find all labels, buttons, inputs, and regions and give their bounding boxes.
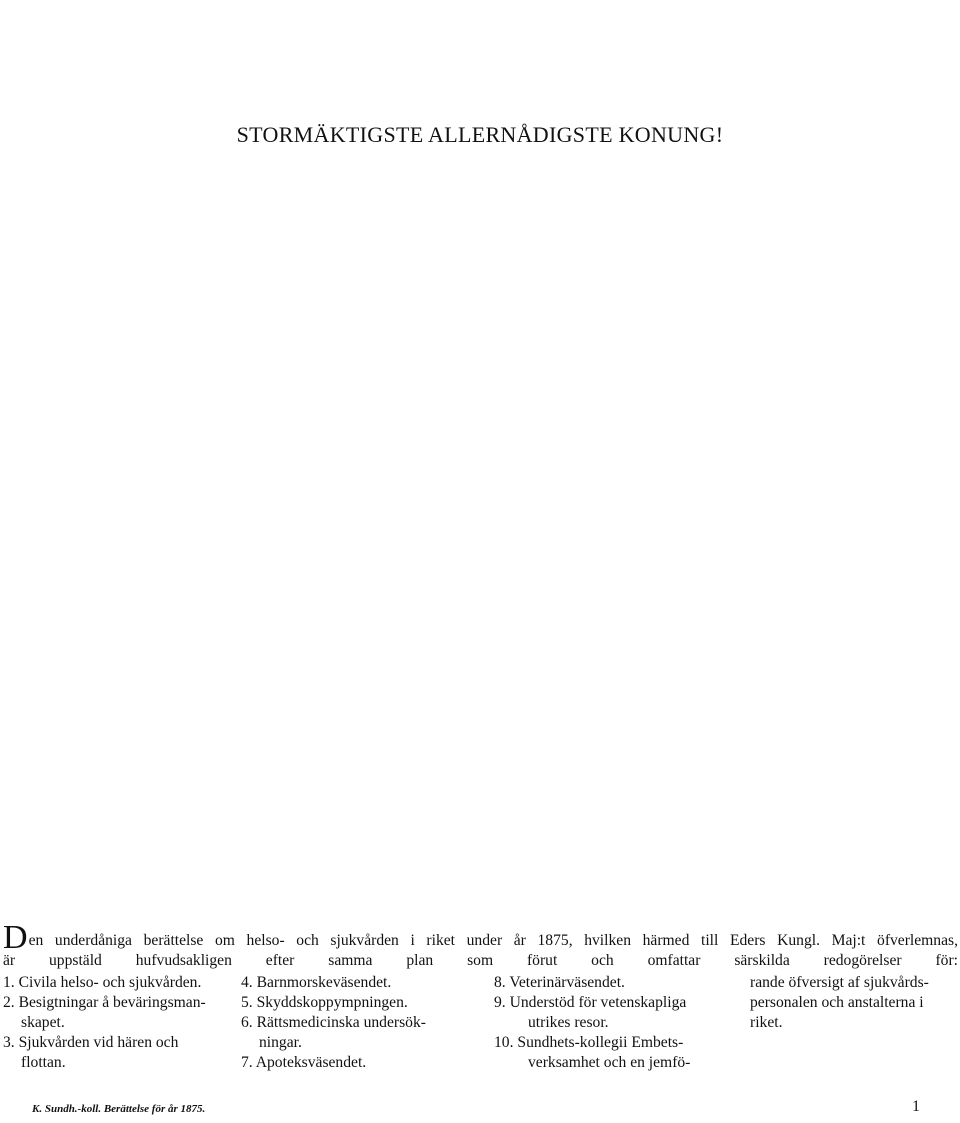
- list-item-continuation: personalen och anstalterna i: [750, 994, 924, 1011]
- intro-line-1: [3, 919, 958, 956]
- list-item: 2. Besigtningar å beväringsman-: [3, 994, 206, 1011]
- page-number: 1: [912, 1098, 920, 1115]
- intro-line-1-text: en underdåniga berättelse om helso- och sjukvården i riket under år 1875, hvilken härmed till Eders Kungl. Maj:t öfverlemnas,: [28, 932, 958, 949]
- page-heading: STORMÄKTIGSTE ALLERNÅDIGSTE KONUNG!: [236, 122, 724, 147]
- list-item: 7. Apoteksväsendet.: [241, 1054, 367, 1071]
- list-column-1: [3, 973, 239, 1073]
- list-item: 1. Civila helso- och sjukvården.: [3, 974, 202, 991]
- intro-paragraph: [3, 919, 958, 971]
- list-item: 8. Veterinärväsendet.: [494, 974, 625, 991]
- list-item-continuation: rande öfversigt af sjukvårds-: [750, 974, 929, 991]
- list-item-continuation: skapet.: [21, 1014, 65, 1031]
- footer-source: K. Sundh.-koll. Berättelse för år 1875.: [32, 1103, 206, 1115]
- list-item-continuation: flottan.: [21, 1054, 66, 1071]
- list-column-2: [241, 973, 487, 1073]
- list-item: 3. Sjukvården vid hären och: [3, 1034, 179, 1051]
- list-item: 6. Rättsmedicinska undersök-: [241, 1014, 426, 1031]
- list-column-3: [494, 973, 734, 1073]
- list-item-continuation: riket.: [750, 1014, 783, 1031]
- drop-cap: D: [3, 919, 28, 956]
- list-item: 5. Skyddskoppympningen.: [241, 994, 408, 1011]
- intro-line-2: är uppstäld hufvudsakligen efter samma plan som förut och omfattar särskilda redogörelser för:: [3, 952, 958, 969]
- list-item-continuation: verksamhet och en jemfö-: [528, 1054, 691, 1071]
- list-column-4: [750, 973, 960, 1033]
- list-item: 10. Sundhets-kollegii Embets-: [494, 1034, 684, 1051]
- list-item-continuation: utrikes resor.: [528, 1014, 609, 1031]
- list-item: 4. Barnmorskeväsendet.: [241, 974, 392, 991]
- list-item: 9. Understöd för vetenskapliga: [494, 994, 687, 1011]
- list-item-continuation: ningar.: [259, 1034, 302, 1051]
